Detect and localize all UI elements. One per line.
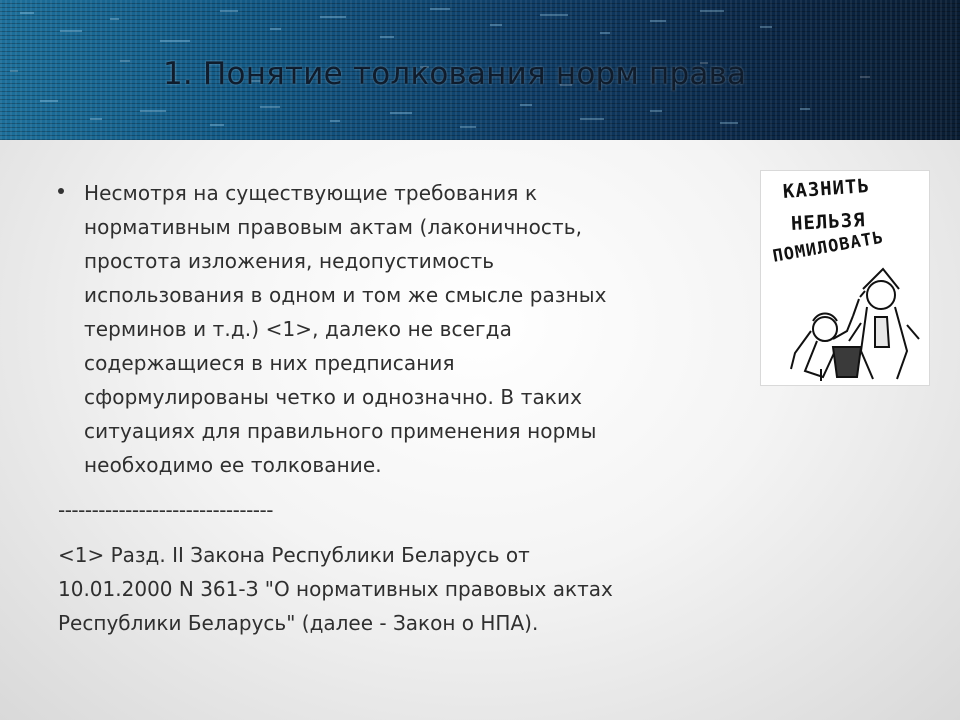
footnote-separator: -------------------------------- (58, 498, 273, 522)
slide-title: 1. Понятие толкования норм права (163, 56, 747, 92)
slide-body (58, 176, 698, 640)
bullet-item (58, 176, 698, 482)
bullet-text: Несмотря на существующие требования к нормативным правовым актам (лаконичность, простота изложения, недопустимость использования в одном и том же смысле разных терминов и т.д.) <1>, далеко не всегда содержащиеся в них предписания сформулированы четко и однозначно. В таких ситуациях для правильного применения нормы необходимо ее толкование. (84, 181, 607, 477)
header-banner (0, 0, 960, 140)
cartoon-figures-icon (761, 171, 929, 385)
illustration-text-line3: ПОМИЛОВАТЬ (771, 227, 886, 267)
footnote-text: <1> Разд. II Закона Республики Беларусь от 10.01.2000 N 361-З "О нормативных правовых актах Республики Беларусь" (далее - Закон о НПА). (58, 543, 613, 635)
cartoon-illustration (760, 170, 930, 386)
illustration-text-line2: НЕЛЬЗЯ (790, 209, 867, 235)
illustration-text-line1: КАЗНИТЬ (782, 174, 871, 203)
bullet-icon (58, 188, 64, 194)
